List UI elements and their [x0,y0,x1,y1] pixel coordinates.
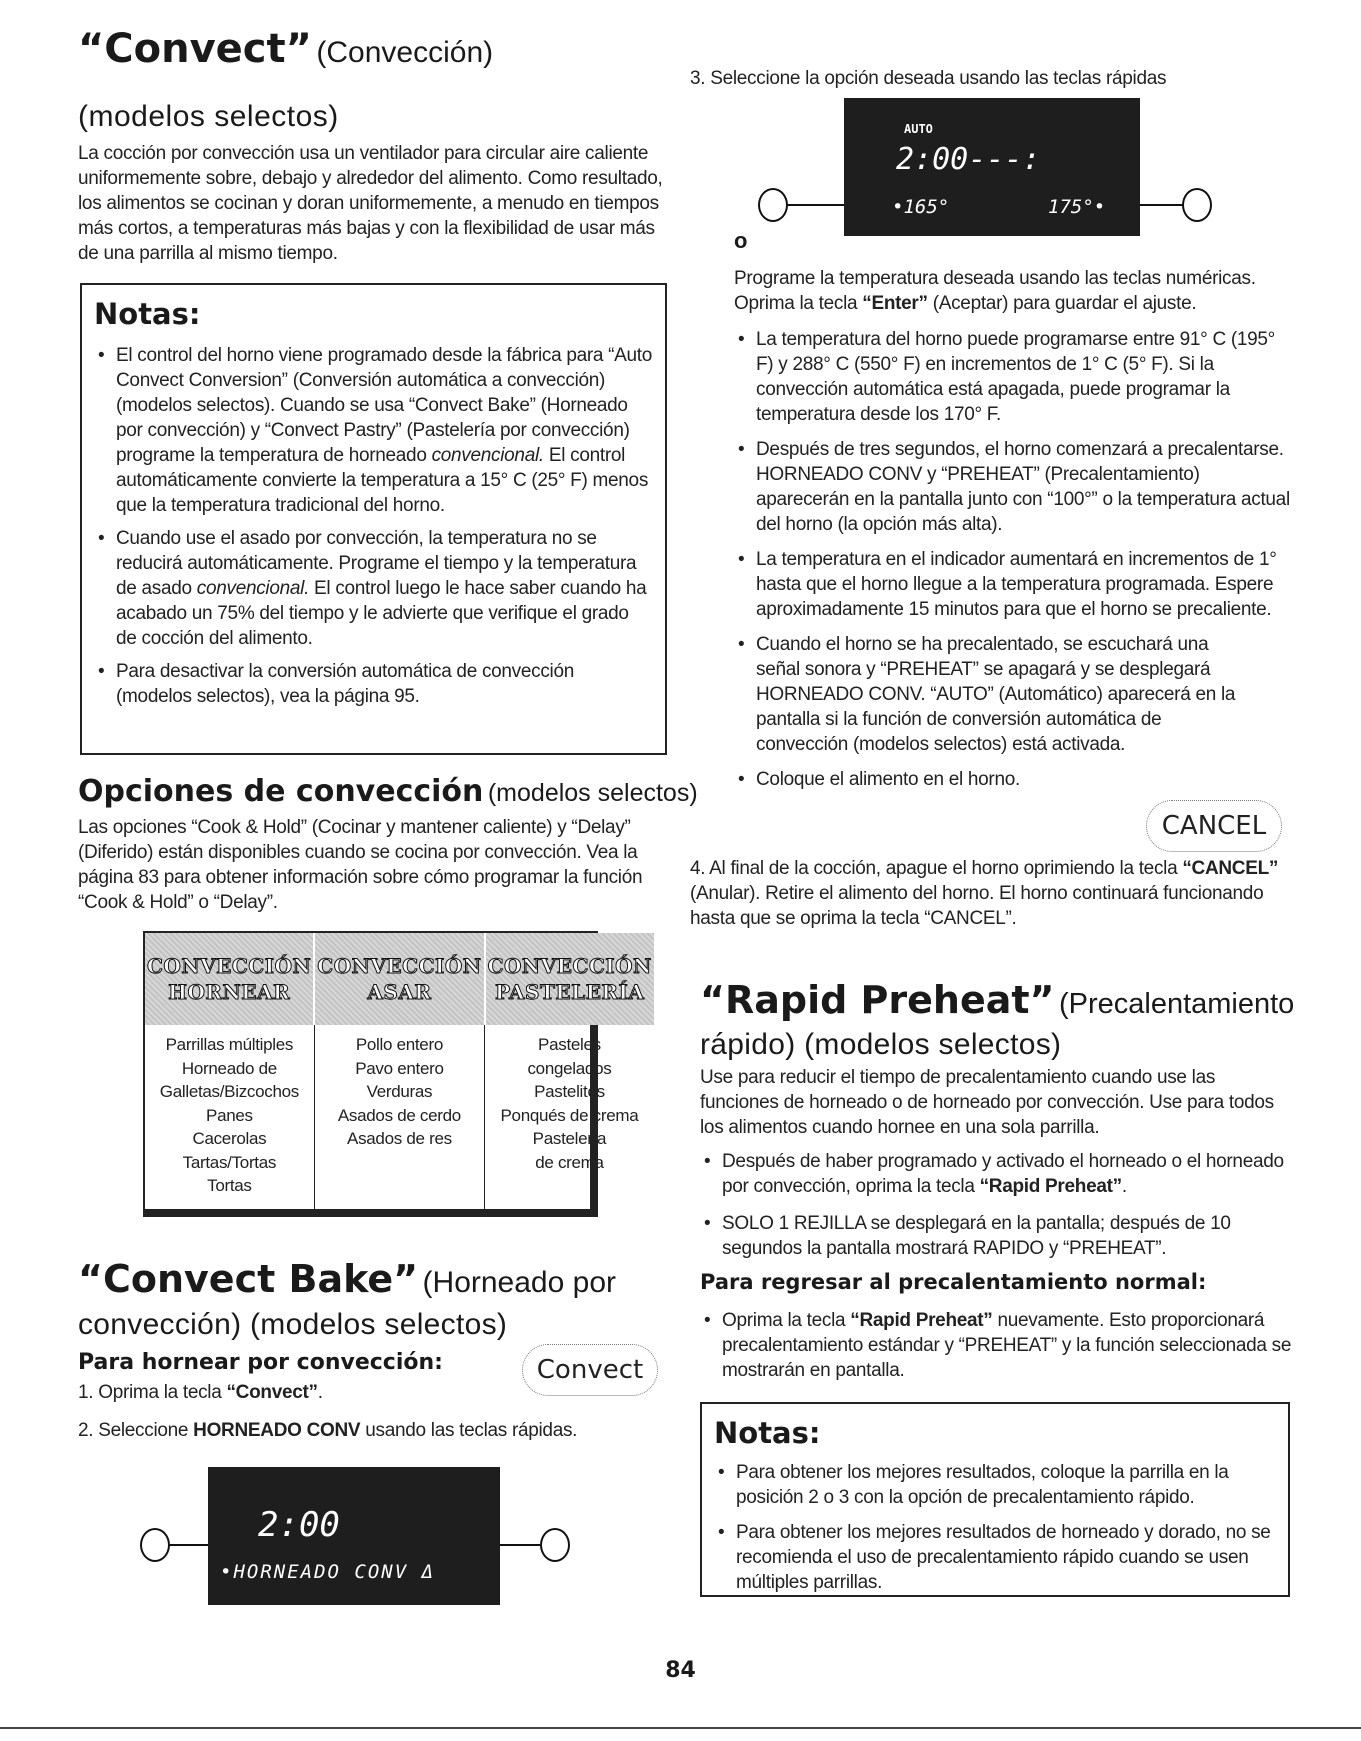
bullet-item [700,1149,1292,1199]
program-text-part: Programe la temperatura deseada usando las teclas numéricas. Oprima la tecla [734,268,1256,314]
options-table-grid [145,933,654,1209]
table-header-line: CONVECCIÓN [487,954,652,978]
table-cell: Asados de res [347,1129,452,1148]
cancel-key[interactable]: CANCEL [1146,800,1282,852]
notes-item: • Para obtener los mejores resultados, coloque la parrilla en la posición 2 o 3 con la opción de precalentamiento rápido. [714,1460,1276,1510]
bullet-item: • La temperatura en el indicador aumentará en incrementos de 1° hasta que el horno llegue a la temperatura programada. Espere aproximadamente 15 minutos para que el horno se precaliente. [734,547,1292,622]
display-temp-left: •165° [892,196,950,218]
convect-bake-title-paren: (Horneado por [422,1266,616,1299]
footer-rule [0,1727,1361,1729]
table-cell: Parrillas múltiples [165,1035,294,1054]
step-key-label: “Convect” [226,1382,318,1403]
table-cell: Pasteles [538,1035,601,1054]
opciones-title: Opciones de convección [78,774,484,809]
table-cell: Cacerolas [192,1129,267,1148]
table-header-line: HORNEAR [168,980,291,1004]
table-header-asar [314,933,484,1025]
convect-key[interactable]: Convect [522,1344,658,1396]
notes-item: • Para obtener los mejores resultados de horneado y dorado, no se recomienda el uso de precalentamiento rápido cuando se usen múltiples parrillas. [714,1520,1276,1595]
note-italic: convencional. [431,445,544,466]
step-text: 1. Oprima la tecla [78,1382,227,1403]
table-cell: Panes [206,1105,253,1125]
opciones-title-paren: (modelos selectos) [487,779,698,807]
notes-box [700,1402,1290,1597]
bullet-item: • Después de tres segundos, el horno comenzará a precalentarse. HORNEADO CONV y “PREHEAT” (Precalentamiento) aparecerán en la pantalla junto con “100°” o la temperatura actual del horno (la opción más alta). [734,437,1292,537]
note-text: El control automáticamente convierte la temperatura a 15° C (25° F) menos que la temperatura tradicional del horno. [116,445,649,516]
convect-heading [78,26,678,72]
table-cell: Pollo entero [355,1035,443,1054]
right-knob-icon[interactable] [1182,188,1212,222]
note-italic: convencional. [196,578,310,599]
bullet-list [734,327,1292,792]
rapid-bullet-list [700,1149,1292,1269]
table-col-hornear [145,1025,314,1209]
bullet-item: • Coloque el alimento en el horno. [734,767,1292,792]
bullet-item: • La temperatura del horno puede programarse entre 91° C (195° F) y 288° C (550° F) en incrementos de 1° C (5° F). Si la convección automática está apagada, puede programar la temperatura desde los 170° F. [734,327,1292,427]
rapid-preheat-heading [700,978,1294,1022]
note-text: El control luego le hace saber cuando ha acabado un 75% del tiempo y le advierte que verifique el grado de cocción del alimento. [116,578,647,649]
table-header-line: ASAR [367,980,432,1004]
note-text: Para desactivar la conversión automática de convección (modelos selectos), vea la página 95. [116,661,575,707]
notes-item [94,659,653,709]
rapid-preheat-intro: Use para reducir el tiempo de precalentamiento cuando use las funciones de horneado o de horneado por convección. Use para todos los alimentos cuando hornee en una sola parrilla. [700,1067,1274,1138]
display-auto-label: AUTO [904,122,933,136]
opciones-body: Las opciones “Cook & Hold” (Cocinar y mantener caliente) y “Delay” (Diferido) están disponibles cuando se cocina por convección. Vea la página 83 para obtener información sobre cómo programar la función “Cook & Hold” o “Delay”. [78,817,643,913]
connector-line [500,1544,542,1546]
display-temp-right: 175°• [1048,196,1106,218]
table-cell: Tartas/Tortas [182,1152,277,1172]
step-text: 2. Seleccione [78,1420,194,1441]
table-cell: de crema [535,1152,604,1172]
notes-item [94,526,653,651]
step-text: . [317,1382,323,1403]
step-text: (Anular). Retire el alimento del horno. El horno continuará funcionando hasta que se oprima la tecla “CANCEL”. [690,883,1264,929]
rapid-key-label: “Rapid Preheat” [979,1176,1122,1197]
left-knob-icon[interactable] [758,188,788,222]
connector-line [1140,204,1184,206]
table-header-line: CONVECCIÓN [317,954,482,978]
step-3: 3. Seleccione la opción deseada usando las teclas rápidas [690,68,1167,89]
convect-subtitle: (modelos selectos) [78,100,339,133]
bullet-text: . [1121,1176,1127,1197]
bullet-item [700,1308,1292,1383]
note-text: Cuando use el asado por convección, la temperatura no se reducirá automáticamente. Programe el tiempo y la temperatura de asado [116,528,637,599]
bullet-item: • SOLO 1 REJILLA se desplegará en la pantalla; después de 10 segundos la pantalla mostrará RAPIDO y “PREHEAT”. [700,1211,1292,1261]
notes-list [94,343,653,709]
table-header-line: CONVECCIÓN [147,954,312,978]
table-cell: Horneado de [181,1058,277,1078]
table-cell: congelados [527,1058,612,1078]
table-cell: Pastelitos [534,1082,605,1101]
connector-line [168,1544,208,1546]
table-cell: Pavo entero [355,1058,444,1078]
bullet-text: Oprima la tecla [722,1310,851,1331]
convect-intro: La cocción por convección usa un ventilador para circular aire caliente uniformemente sobre, debajo y alrededor del alimento. Como resultado, los alimentos se cocinan y doran uniformemente, a menudo en tiempos más cortos, a temperaturas más bajas y con la flexibilidad de usar más de una parrilla al mismo tiempo. [78,143,663,264]
step-1 [78,1380,323,1405]
rapid-preheat-title: “Rapid Preheat” [700,978,1055,1022]
left-knob-icon[interactable] [140,1528,170,1562]
bullet-item: • Cuando el horno se ha precalentado, se escuchará una señal sonora y “PREHEAT” se apagará y se desplegará HORNEADO CONV. “AUTO” (Automático) aparecerá en la pantalla si la función de conversión automática de convección (modelos selectos) está activada. [734,632,1256,757]
notes-title: Notas: [714,1416,821,1450]
display-time: 2:00 [258,1505,340,1545]
return-heading: Para regresar al precalentamiento normal: [700,1270,1207,1294]
rapid-key-label: “Rapid Preheat” [850,1310,993,1331]
step-text: usando las teclas rápidas. [360,1420,578,1441]
step-text: 4. Al final de la cocción, apague el horno oprimiendo la tecla [690,858,1183,879]
display-time: 2:00---: [896,142,1041,177]
table-col-asar [314,1025,484,1209]
options-table [143,931,652,1217]
right-knob-icon[interactable] [540,1528,570,1562]
display-mode-text: •HORNEADO CONV Δ [220,1561,436,1583]
convect-title-paren: (Convección) [316,36,494,69]
oven-display [844,98,1140,236]
table-col-pasteleria [485,1025,654,1209]
notes-list [714,1460,1276,1595]
step-key-label: HORNEADO CONV [193,1420,361,1441]
oven-display [208,1467,500,1605]
rapid-preheat-subtitle: rápido) (modelos selectos) [700,1028,1062,1061]
notes-box [80,283,667,755]
bullet-text: Después de haber programado y activado el horneado o el horneado por convección, oprima la tecla [722,1151,1284,1197]
return-bullet-list [700,1308,1292,1391]
step-4 [690,856,1292,931]
or-label: o [734,228,748,253]
table-cell: Pastelería [532,1129,607,1148]
convect-bake-subtitle: convección) (modelos selectos) [78,1308,508,1341]
table-cell: Galletas/Bizcochos [159,1082,299,1101]
table-cell: Ponqués de crema [500,1105,639,1125]
step-key-label: “CANCEL” [1182,858,1279,879]
opciones-heading [78,774,698,809]
convect-bake-heading [78,1257,616,1301]
notes-item [94,343,653,518]
table-header-hornear [145,933,314,1025]
table-cell: Tortas [207,1176,252,1195]
table-header-pasteleria [485,933,654,1025]
page-number: 84 [665,1658,696,1683]
convect-bake-title: “Convect Bake” [78,1257,419,1301]
notes-title: Notas: [94,297,201,331]
program-text-part: (Aceptar) para guardar el ajuste. [927,293,1197,314]
program-text [734,266,1292,316]
convect-bake-subhead: Para hornear por convección: [78,1350,443,1375]
bullet-text: nuevamente. Esto proporcionará precalentamiento estándar y “PREHEAT” y la función seleccionada se mostrarán en pantalla. [722,1310,1292,1381]
convect-title: “Convect” [78,26,312,72]
note-text: El control del horno viene programado desde la fábrica para “Auto Convect Conversion” (Conversión automática a convección) (modelos selectos). Cuando se usa “Convect Bake” (Horneado por convección) y “Convect Pastry” (Pastelería por convección) programe la temperatura de horneado [116,345,653,466]
connector-line [786,204,844,206]
rapid-preheat-title-paren: (Precalentamiento [1058,988,1295,1020]
table-header-line: PASTELERÍA [494,980,645,1004]
table-cell: Verduras [366,1082,433,1101]
table-cell: Asados de cerdo [337,1105,461,1125]
step-2 [78,1418,577,1443]
enter-key-label: “Enter” [862,293,928,314]
